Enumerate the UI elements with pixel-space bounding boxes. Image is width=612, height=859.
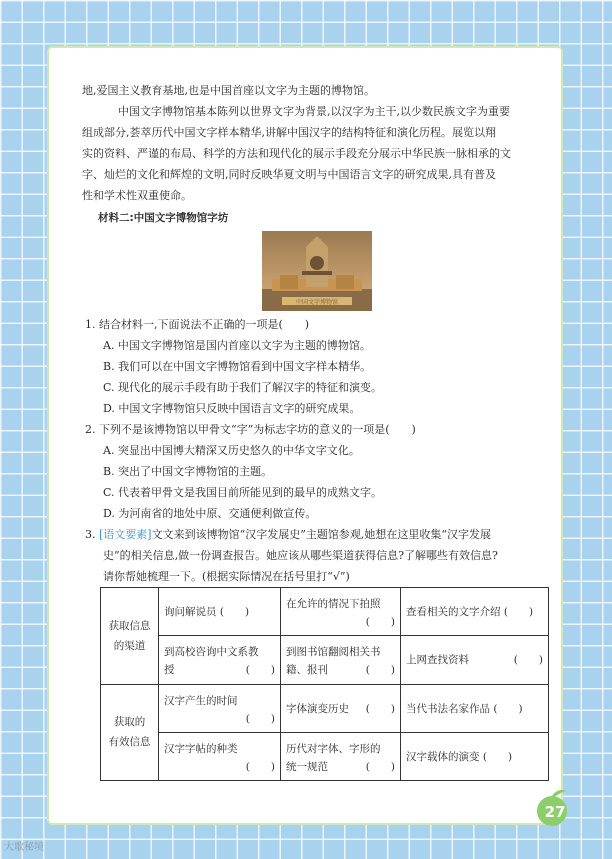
group-label-info: 获取的 有效信息 xyxy=(101,684,159,781)
para-line: 性和学术性双重使命。 xyxy=(82,189,192,202)
table-cell[interactable]: 历代对字体、字形的 统一规范 ( ) xyxy=(281,732,401,780)
q1-stem: 1. 结合材料一,下面说法不正确的一项是( ) xyxy=(85,318,310,331)
q3-line2: 史”的相关信息,做一份调查报告。她应该从哪些渠道获得信息?了解哪些有效信息? xyxy=(103,549,498,562)
q2-option: B. 突出了中国文字博物馆的主题。 xyxy=(103,465,273,478)
para-line: 实的资料、严谨的布局、科学的方法和现代化的展示手段充分展示中华民族一脉相承的文 xyxy=(82,147,511,160)
watermark: 大歌秘境 xyxy=(4,842,44,853)
q2-option: D. 为河南省的地处中原、交通便利做宣传。 xyxy=(103,507,317,520)
table-cell[interactable]: 查看相关的文字介绍 ( ) xyxy=(401,588,549,636)
table-cell[interactable]: 汉字产生的时间 ( ) xyxy=(159,684,281,732)
table-cell[interactable]: 汉字字帖的种类 ( ) xyxy=(159,732,281,780)
q1-option: D. 中国文字博物馆只反映中国语言文字的研究成果。 xyxy=(103,402,361,415)
table-cell[interactable]: 在允许的情况下拍照 ( ) xyxy=(281,588,401,636)
table-cell[interactable]: 字体演变历史 ( ) xyxy=(281,684,401,732)
table-cell[interactable]: 上网查找资料 ( ) xyxy=(401,636,549,684)
intro-line: 地,爱国主义教育基地,也是中国首座以文字为主题的博物馆。 xyxy=(82,84,375,97)
q3-line1 xyxy=(85,528,491,542)
q1-option: A. 中国文字博物馆是国内首座以文字为主题的博物馆。 xyxy=(103,339,371,352)
material2-title: 材料二:中国文字博物馆字坊 xyxy=(98,212,229,224)
para-line: 字、灿烂的文化和辉煌的文明,同时反映华夏文明与中国语言文字的研究成果,具有普及 xyxy=(82,168,496,181)
table-cell[interactable]: 询问解说员 ( ) xyxy=(159,588,281,636)
q1-option: C. 现代化的展示手段有助于我们了解汉字的特征和演变。 xyxy=(103,381,383,394)
table-cell[interactable]: 汉字载体的演变 ( ) xyxy=(401,732,549,780)
table-cell[interactable]: 到高校咨询中文系教 授 ( ) xyxy=(159,636,281,684)
para-line: 中国文字博物馆基本陈列以世界文字为背景,以汉字为主干,以少数民族文字为重要 xyxy=(118,105,510,118)
q3-tag: [语文要素] xyxy=(99,528,152,541)
table-row xyxy=(101,684,549,732)
q2-option: C. 代表着甲骨文是我国目前所能见到的最早的成熟文字。 xyxy=(103,486,383,499)
table-cell[interactable]: 当代书法名家作品 ( ) xyxy=(401,684,549,732)
para-line: 组成部分,荟萃历代中国文字样本精华,讲解中国汉字的结构特征和演化历程。展览以翔 xyxy=(82,126,496,139)
q3-number: 3. xyxy=(85,528,96,541)
q2-stem: 2. 下列不是该博物馆以甲骨文“字”为标志字坊的意义的一项是( ) xyxy=(85,423,416,436)
table-row xyxy=(101,636,549,684)
q3-text: 文文来到该博物馆“汉字发展史”主题馆参观,她想在这里收集“汉字发展 xyxy=(151,528,491,541)
group-label-channels: 获取信息 的渠道 xyxy=(101,588,159,685)
table-row xyxy=(101,588,549,636)
q3-line3: 请你帮她梳理一下。(根据实际情况在括号里打“√”) xyxy=(103,570,350,583)
q1-option: B. 我们可以在中国文字博物馆看到中国文字样本精华。 xyxy=(103,360,372,373)
q2-option: A. 突显出中国博大精深又历史悠久的中华文字文化。 xyxy=(103,444,360,457)
table-cell[interactable]: 到图书馆翻阅相关书 籍、报刊 ( ) xyxy=(281,636,401,684)
table-row xyxy=(101,732,549,780)
museum-photo xyxy=(262,231,372,311)
page-number: 27 xyxy=(544,803,566,821)
photo-caption: 中国文字博物馆 xyxy=(295,299,339,306)
survey-table xyxy=(100,587,549,781)
